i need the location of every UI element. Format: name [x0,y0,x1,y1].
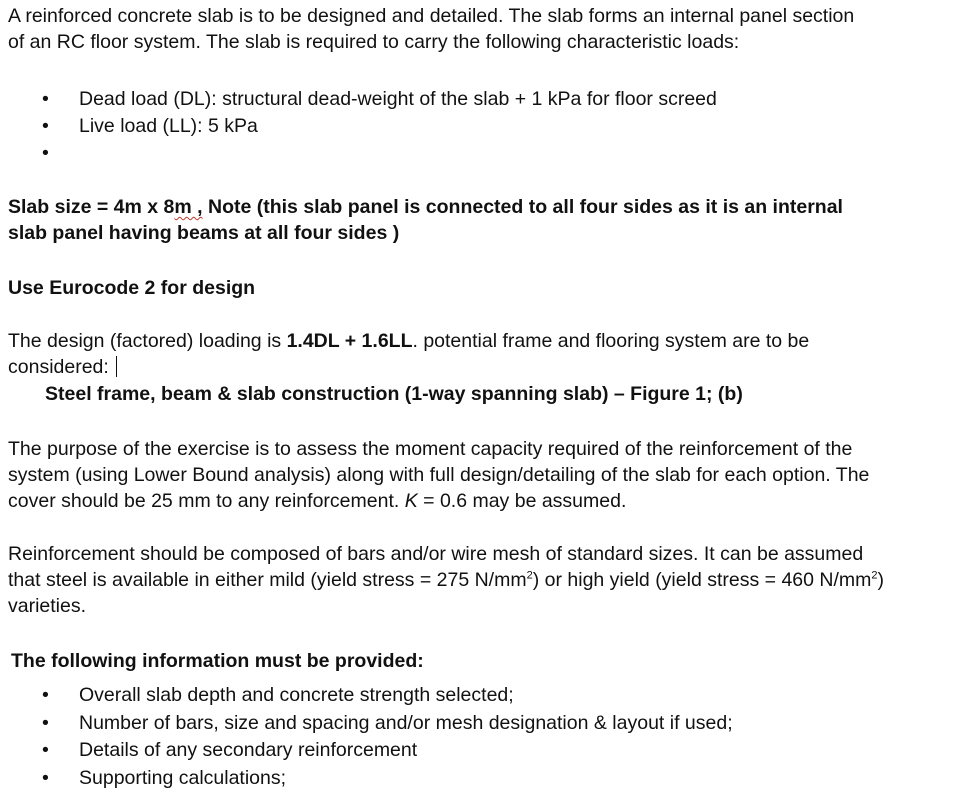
purpose-line-3: cover should be 25 mm to any reinforcement. [8,490,405,512]
design-code: Use Eurocode 2 for design [8,277,256,299]
requirement-text: Supporting calculations; [79,766,287,789]
reinforcement-line-1: Reinforcement should be composed of bars and/or wire mesh of standard sizes. It can be assumed [8,543,864,565]
superscript: 2 [526,569,533,582]
load-combination: 1.4DL + 1.6LL [286,330,413,352]
purpose-line-2: system (using Lower Bound analysis) along with full design/detailing of the slab for each option. The [8,464,870,486]
design-loading-paragraph [8,328,963,380]
bullet-icon: • [42,88,49,110]
design-loading-rest: . potential frame and flooring system are to be [412,330,810,352]
requirement-text: Number of bars, size and spacing and/or mesh designation & layout if used; [79,711,733,734]
list-item [0,682,733,710]
purpose-paragraph [8,436,963,514]
slab-size-note: Note (this slab panel is connected to all four sides as it is an internal [202,196,843,218]
reinforcement-paragraph [8,541,963,619]
text-cursor[interactable] [116,356,117,377]
bullet-icon: • [42,115,49,137]
slab-size-line-2: slab panel having beams at all four sides ) [8,222,400,244]
list-item [0,113,717,140]
load-live-text: Live load (LL): 5 kPa [79,115,258,137]
requirements-heading: The following information must be provided: [11,650,424,672]
bullet-icon: • [42,684,49,706]
bullet-icon: • [42,142,49,164]
list-item [0,140,717,167]
requirement-text: Overall slab depth and concrete strength selected; [79,684,514,706]
high-yield-text: ) or high yield (yield stress = 460 N/mm [532,569,872,591]
intro-line-2: of an RC floor system. The slab is required to carry the following characteristic loads: [8,31,740,53]
intro-line-1: A reinforced concrete slab is to be designed and detailed. The slab forms an internal panel section [8,5,855,27]
design-loading-prefix: The design (factored) loading is [8,330,287,352]
intro-paragraph [8,3,963,55]
list-item [0,765,733,793]
requirements-list [0,682,733,792]
reinforcement-line-3: varieties. [8,595,87,617]
loads-list [0,86,717,167]
bullet-icon: • [42,739,49,761]
purpose-k-value: = 0.6 may be assumed. [417,490,627,512]
bullet-icon: • [42,711,49,734]
spelling-squiggle: m , [174,196,203,218]
bullet-icon: • [42,766,49,789]
list-item [0,737,733,765]
slab-size-prefix: Slab size = 4m x 8 [8,196,175,218]
purpose-line-1: The purpose of the exercise is to assess the moment capacity required of the reinforcement of the [8,438,853,460]
requirement-text: Details of any secondary reinforcement [79,739,418,761]
mild-steel-text: that steel is available in either mild (yield stress = 275 N/mm [8,569,527,591]
list-item [0,86,717,113]
construction-option: Steel frame, beam & slab construction (1-way spanning slab) – Figure 1; (b) [45,383,743,405]
k-symbol: K [404,490,418,512]
slab-size-paragraph [8,194,963,246]
list-item [0,710,733,738]
design-loading-line-2: considered: [8,356,115,378]
load-dead-text: Dead load (DL): structural dead-weight of the slab + 1 kPa for floor screed [79,88,717,110]
superscript: 2 [871,569,878,582]
closing-paren: ) [877,569,885,591]
